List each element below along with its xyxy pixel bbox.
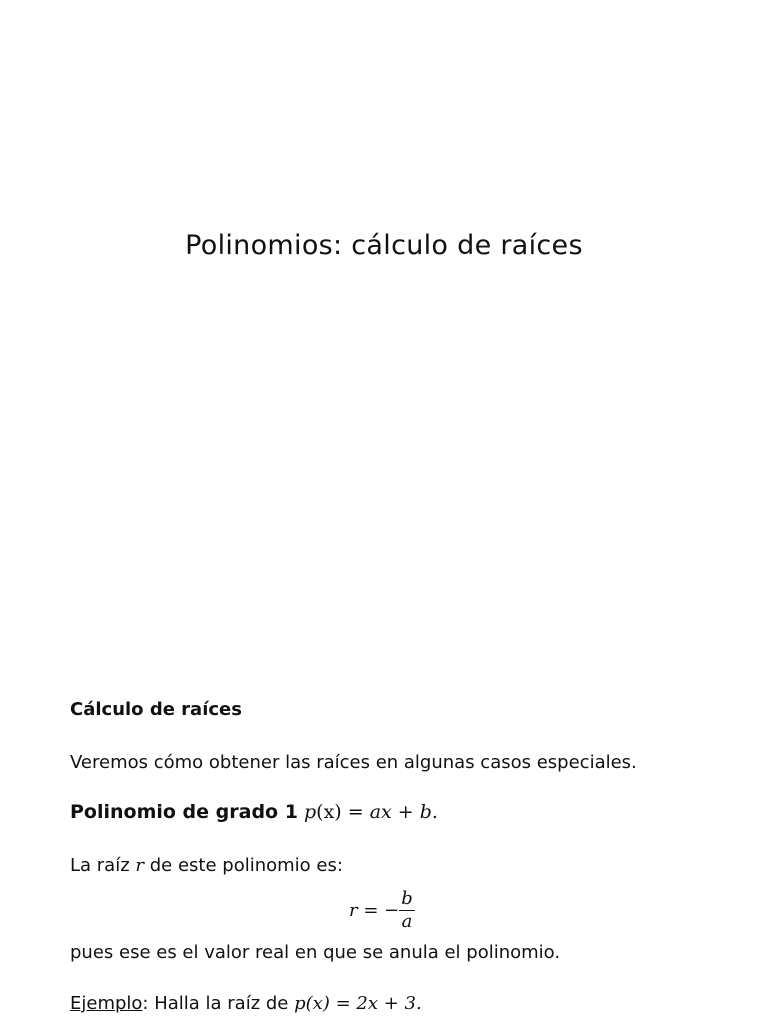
degree1-line — [70, 801, 438, 823]
explanation-paragraph: pues ese es el valor real en que se anula el polinomio. — [70, 942, 561, 963]
formula-p: p — [304, 801, 317, 823]
example-formula: p(x) = 2x + 3. — [294, 993, 422, 1014]
example-label: Ejemplo — [70, 993, 143, 1014]
formula-rhs: ax + b. — [369, 801, 438, 823]
page-title: Polinomios: cálculo de raíces — [185, 230, 583, 261]
root-sentence — [70, 855, 343, 876]
root-text-before: La raíz — [70, 855, 130, 876]
formula-x: (x) — [316, 801, 342, 823]
degree1-label: Polinomio de grado 1 — [70, 801, 298, 823]
section-heading: Cálculo de raíces — [70, 699, 242, 720]
root-equation — [349, 888, 415, 933]
equation-lhs: r = − — [349, 900, 400, 921]
equation-numerator: b — [401, 888, 413, 909]
example-text: : Halla la raíz de — [142, 993, 289, 1014]
example-line — [70, 993, 422, 1014]
degree1-formula: p(x) = ax + b. — [304, 801, 438, 823]
intro-paragraph: Veremos cómo obtener las raíces en algunas casos especiales. — [70, 752, 637, 773]
equation-fraction — [399, 888, 415, 933]
root-text-after: de este polinomio es: — [149, 855, 343, 876]
root-variable: r — [135, 855, 145, 876]
equation-denominator: a — [401, 911, 413, 932]
